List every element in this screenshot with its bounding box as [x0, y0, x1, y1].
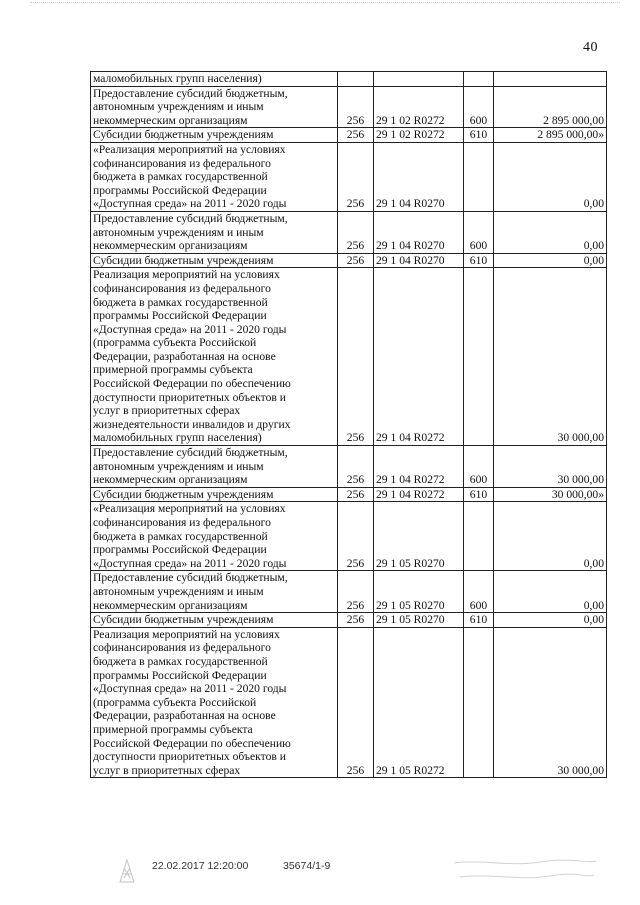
row-sum-cell: 30 000,00: [494, 627, 607, 778]
table-row: [91, 142, 607, 211]
row-sum-cell: 0,00: [494, 613, 607, 628]
row-name-cell: Предоставление субсидий бюджетным, автономным учреждениям и иным некоммерческим организациям: [91, 571, 338, 613]
row-code-cell: 256: [338, 502, 374, 571]
table-row: [91, 268, 607, 446]
row-name-cell: Субсидии бюджетным учреждениям: [91, 128, 338, 143]
row-kind-cell: 610: [464, 487, 494, 502]
row-article-cell: 29 1 04 R0272: [374, 487, 464, 502]
row-code-cell: 256: [338, 446, 374, 488]
table-row: [91, 502, 607, 571]
row-article-cell: 29 1 05 R0270: [374, 613, 464, 628]
table-row: [91, 627, 607, 778]
row-kind-cell: [464, 268, 494, 446]
budget-table-body: [91, 72, 607, 778]
row-kind-cell: 600: [464, 446, 494, 488]
row-article-cell: 29 1 04 R0270: [374, 253, 464, 268]
table-row: [91, 86, 607, 128]
row-sum-cell: 2 895 000,00»: [494, 128, 607, 143]
row-code-cell: [338, 72, 374, 87]
row-name-cell: «Реализация мероприятий на условиях софинансирования из федерального бюджета в рамках государственной программы Российской Федерации «Доступная среда» на 2011 - 2020 годы: [91, 502, 338, 571]
row-article-cell: 29 1 04 R0272: [374, 268, 464, 446]
row-kind-cell: 600: [464, 571, 494, 613]
faded-seal-icon: [450, 855, 600, 885]
row-code-cell: 256: [338, 86, 374, 128]
row-kind-cell: [464, 72, 494, 87]
row-kind-cell: 610: [464, 253, 494, 268]
row-name-cell: маломобильных групп населения): [91, 72, 338, 87]
row-kind-cell: 610: [464, 128, 494, 143]
row-name-cell: Субсидии бюджетным учреждениям: [91, 487, 338, 502]
row-name-cell: Предоставление субсидий бюджетным, автономным учреждениям и иным некоммерческим организациям: [91, 211, 338, 253]
table-row: [91, 446, 607, 488]
row-article-cell: 29 1 05 R0270: [374, 502, 464, 571]
row-article-cell: [374, 72, 464, 87]
row-code-cell: 256: [338, 142, 374, 211]
row-sum-cell: 0,00: [494, 571, 607, 613]
row-sum-cell: [494, 72, 607, 87]
table-row: [91, 253, 607, 268]
row-code-cell: 256: [338, 253, 374, 268]
row-kind-cell: 600: [464, 86, 494, 128]
table-row: [91, 72, 607, 87]
row-code-cell: 256: [338, 211, 374, 253]
row-article-cell: 29 1 04 R0270: [374, 211, 464, 253]
row-article-cell: 29 1 05 R0270: [374, 571, 464, 613]
row-sum-cell: 0,00: [494, 142, 607, 211]
row-name-cell: «Реализация мероприятий на условиях софинансирования из федерального бюджета в рамках государственной программы Российской Федерации «Доступная среда» на 2011 - 2020 годы: [91, 142, 338, 211]
row-article-cell: 29 1 05 R0272: [374, 627, 464, 778]
scan-header-marks: [30, 2, 620, 11]
footer-date: 22.02.2017 12:20:00: [152, 860, 249, 872]
row-name-cell: Реализация мероприятий на условиях софинансирования из федерального бюджета в рамках государственной программы Российской Федерации «Доступная среда» на 2011 - 2020 годы (программа субъекта Российской Федерации, разработанная на основе примерной программы субъекта Российской Федерации по обеспечению доступности приоритетных объектов и услуг в приоритетных сферах: [91, 627, 338, 778]
row-article-cell: 29 1 04 R0270: [374, 142, 464, 211]
page-number: 40: [583, 40, 598, 55]
row-kind-cell: [464, 627, 494, 778]
row-sum-cell: 0,00: [494, 253, 607, 268]
row-sum-cell: 2 895 000,00: [494, 86, 607, 128]
row-kind-cell: [464, 502, 494, 571]
row-article-cell: 29 1 02 R0272: [374, 128, 464, 143]
row-code-cell: 256: [338, 128, 374, 143]
row-name-cell: Предоставление субсидий бюджетным, автономным учреждениям и иным некоммерческим организациям: [91, 446, 338, 488]
budget-table: [90, 71, 607, 778]
table-row: [91, 571, 607, 613]
row-code-cell: 256: [338, 571, 374, 613]
row-sum-cell: 30 000,00: [494, 446, 607, 488]
row-name-cell: Субсидии бюджетным учреждениям: [91, 253, 338, 268]
row-code-cell: 256: [338, 268, 374, 446]
row-code-cell: 256: [338, 627, 374, 778]
row-name-cell: Реализация мероприятий на условиях софинансирования из федерального бюджета в рамках государственной программы Российской Федерации «Доступная среда» на 2011 - 2020 годы (программа субъекта Российской Федерации, разработанная на основе примерной программы субъекта Российской Федерации по обеспечению доступности приоритетных объектов и услуг в приоритетных сферах жизнедеятельности инвалидов и других маломобильных групп населения): [91, 268, 338, 446]
row-sum-cell: 0,00: [494, 502, 607, 571]
row-kind-cell: 610: [464, 613, 494, 628]
footer-doc-number: 35674/1-9: [283, 860, 331, 872]
row-code-cell: 256: [338, 613, 374, 628]
row-sum-cell: 0,00: [494, 211, 607, 253]
row-article-cell: 29 1 04 R0272: [374, 446, 464, 488]
table-row: [91, 613, 607, 628]
row-name-cell: Предоставление субсидий бюджетным, автономным учреждениям и иным некоммерческим организациям: [91, 86, 338, 128]
row-kind-cell: [464, 142, 494, 211]
table-row: [91, 211, 607, 253]
row-code-cell: 256: [338, 487, 374, 502]
table-row: [91, 128, 607, 143]
table-row: [91, 487, 607, 502]
row-article-cell: 29 1 02 R0272: [374, 86, 464, 128]
stamp-mark-icon: [118, 858, 136, 884]
row-name-cell: Субсидии бюджетным учреждениям: [91, 613, 338, 628]
row-kind-cell: 600: [464, 211, 494, 253]
row-sum-cell: 30 000,00: [494, 268, 607, 446]
row-sum-cell: 30 000,00»: [494, 487, 607, 502]
